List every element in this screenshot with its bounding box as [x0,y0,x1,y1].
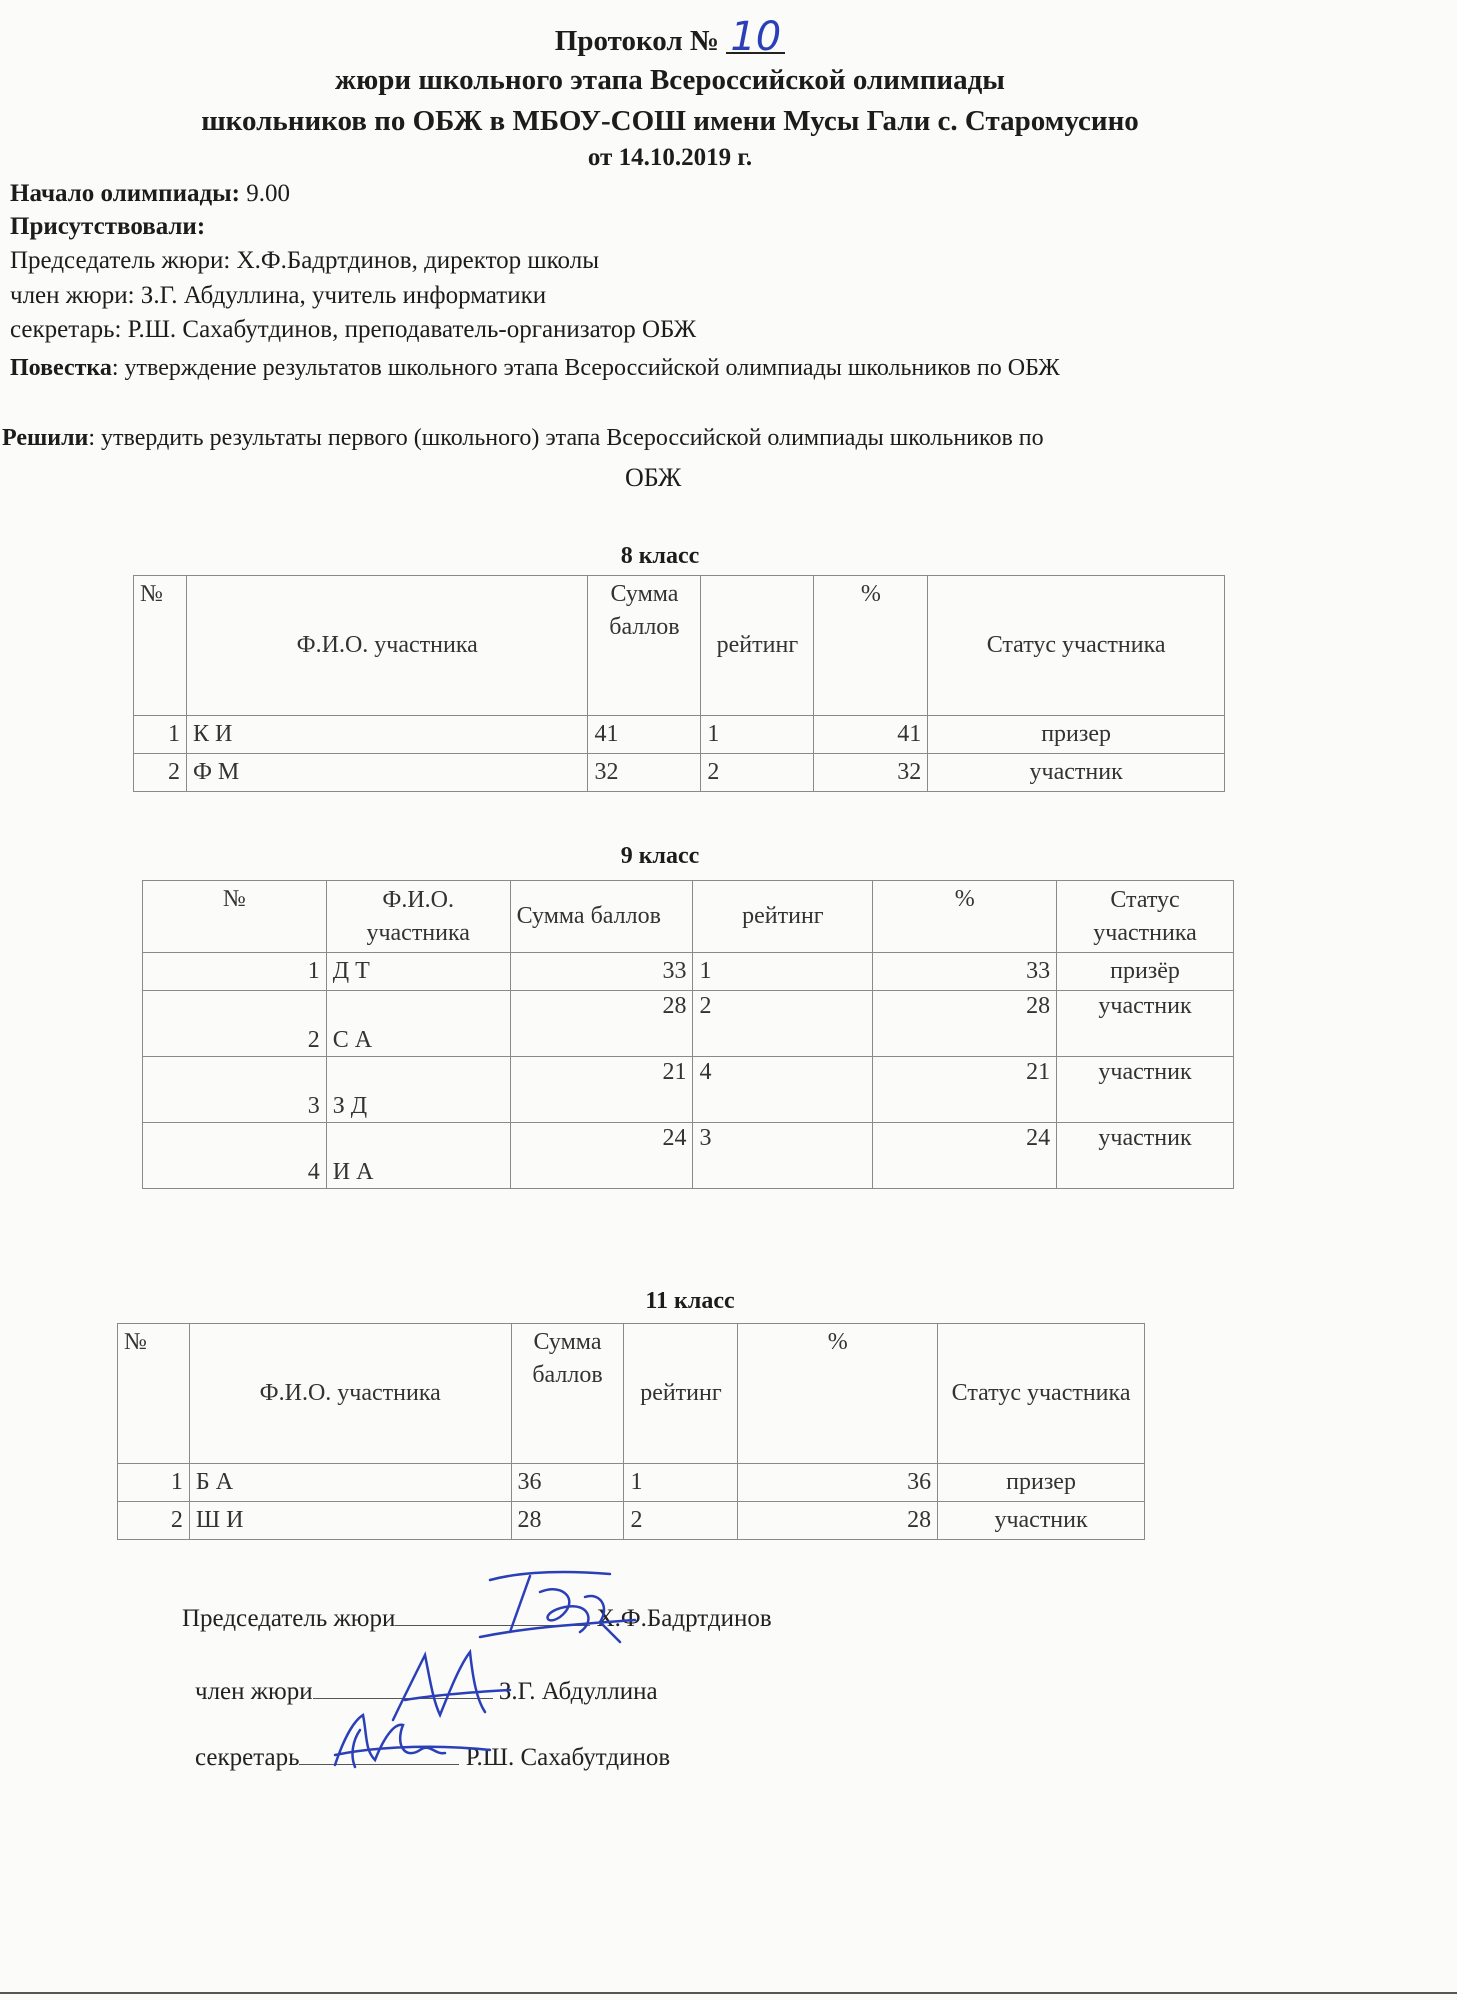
header-status: Статус участника [938,1324,1145,1464]
cell-pct: 24 [873,1123,1057,1189]
class8-title: 8 класс [620,543,700,569]
header-pct: % [738,1324,938,1464]
present-label: Присутствовали: [10,213,206,240]
cell-num: 1 [118,1464,190,1502]
cell-rating: 2 [693,991,873,1057]
cell-fio: И А [326,1123,510,1189]
table-row [143,1057,1234,1123]
chair-handwritten-signature [470,1562,640,1652]
class11-title: 11 класс [645,1288,735,1314]
decided-line [2,425,1044,452]
header-status: Статус участника [1057,881,1234,953]
header-status: Статус участника [928,576,1225,716]
scan-edge [0,1992,1457,1994]
protocol-date: от 14.10.2019 г. [587,144,753,171]
cell-fio: С А [326,991,510,1057]
chair-sign-label: Председатель жюри [182,1605,396,1632]
protocol-prefix: Протокол № [554,25,720,57]
cell-pct: 28 [738,1502,938,1540]
agenda-label: Повестка [10,355,112,381]
cell-num: 2 [143,991,327,1057]
cell-pct: 33 [873,953,1057,991]
cell-num: 1 [134,716,187,754]
agenda-text: : утверждение результатов школьного этапа Всероссийской олимпиады школьников по ОБЖ [111,355,1060,381]
member-line: член жюри: З.Г. Абдуллина, учитель информатики [10,282,547,309]
title-line-3: школьников по ОБЖ в МБОУ-СОШ имени Мусы Гали с. Старомусино [201,105,1139,137]
cell-sum: 28 [511,1502,624,1540]
protocol-title [0,14,1340,60]
cell-num: 1 [143,953,327,991]
secretary-sign-name: Р.Ш. Сахабутдинов [465,1744,671,1771]
chair-sign-name: Х.Ф.Бадртдинов [596,1605,772,1632]
table-row [143,953,1234,991]
cell-status: участник [1057,1123,1234,1189]
secretary-sign-label: секретарь [195,1744,300,1771]
cell-rating: 2 [624,1502,738,1540]
cell-sum: 21 [510,1057,693,1123]
decided-label: Решили [2,425,89,451]
cell-fio: Д Т [326,953,510,991]
cell-status: участник [928,754,1225,792]
cell-status: участник [1057,1057,1234,1123]
cell-pct: 21 [873,1057,1057,1123]
member-sign-label: член жюри [195,1678,313,1705]
cell-rating: 2 [701,754,814,792]
class9-title: 9 класс [620,843,700,869]
class11-table [117,1323,1145,1540]
agenda-line [10,355,1060,382]
table-header-row [143,881,1234,953]
protocol-number-handwritten: 10 [726,22,785,54]
cell-status: призер [938,1464,1145,1502]
cell-num: 2 [134,754,187,792]
cell-fio: Ф М [186,754,588,792]
table-row [118,1502,1145,1540]
table-row [143,1123,1234,1189]
cell-num: 4 [143,1123,327,1189]
header-fio: Ф.И.О. участника [186,576,588,716]
header-fio: Ф.И.О. участника [189,1324,511,1464]
cell-fio: Б А [189,1464,511,1502]
cell-sum: 41 [588,716,701,754]
header-sum: Сумма баллов [510,881,693,953]
cell-sum: 32 [588,754,701,792]
present-line [10,213,205,241]
header-rating: рейтинг [693,881,873,953]
table-row [134,716,1225,754]
decided-text-2: ОБЖ [625,463,682,492]
header-fio: Ф.И.О. участника [326,881,510,953]
title-line-2: жюри школьного этапа Всероссийской олимпиады [335,64,1005,96]
secretary-line: секретарь: Р.Ш. Сахабутдинов, преподаватель-организатор ОБЖ [10,316,697,343]
start-value: 9.00 [239,180,290,207]
cell-rating: 1 [624,1464,738,1502]
chair-line: Председатель жюри: Х.Ф.Бадртдинов, директор школы [10,247,600,274]
cell-pct: 32 [814,754,928,792]
cell-status: призер [928,716,1225,754]
cell-status: участник [938,1502,1145,1540]
start-line [10,180,290,208]
table-row [134,754,1225,792]
cell-rating: 3 [693,1123,873,1189]
cell-pct: 36 [738,1464,938,1502]
cell-status: участник [1057,991,1234,1057]
header-num: № [118,1324,190,1464]
member-sign-name: З.Г. Абдуллина [498,1678,658,1705]
header-sum: Сумма баллов [511,1324,624,1464]
header-sum: Сумма баллов [588,576,701,716]
class9-table [142,880,1234,1189]
header-pct: % [814,576,928,716]
header-pct: % [873,881,1057,953]
header-num: № [134,576,187,716]
table-row [143,991,1234,1057]
cell-fio: К И [186,716,588,754]
cell-rating: 1 [701,716,814,754]
cell-fio: З Д [326,1057,510,1123]
cell-rating: 4 [693,1057,873,1123]
cell-rating: 1 [693,953,873,991]
decided-text: : утвердить результаты первого (школьного) этапа Всероссийской олимпиады школьников по [88,425,1044,451]
cell-sum: 24 [510,1123,693,1189]
cell-num: 2 [118,1502,190,1540]
table-row [118,1464,1145,1502]
secretary-handwritten-signature [325,1705,495,1785]
start-label: Начало олимпиады: [10,180,240,207]
header-rating: рейтинг [701,576,814,716]
cell-pct: 28 [873,991,1057,1057]
cell-sum: 36 [511,1464,624,1502]
table-header-row [134,576,1225,716]
header-num: № [143,881,327,953]
cell-sum: 33 [510,953,693,991]
cell-num: 3 [143,1057,327,1123]
cell-pct: 41 [814,716,928,754]
cell-status: призёр [1057,953,1234,991]
table-header-row [118,1324,1145,1464]
header-rating: рейтинг [624,1324,738,1464]
class8-table [133,575,1225,792]
cell-sum: 28 [510,991,693,1057]
cell-fio: Ш И [189,1502,511,1540]
